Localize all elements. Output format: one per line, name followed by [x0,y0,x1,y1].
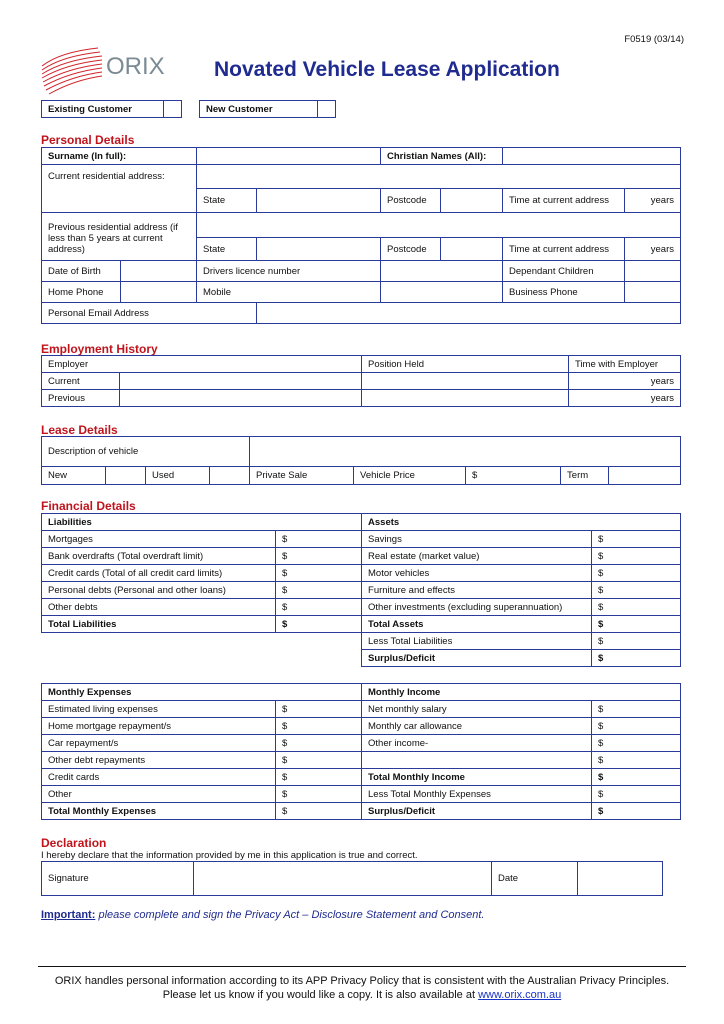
total-monthly-expenses-field[interactable]: $ [276,803,362,820]
other-income-field[interactable] [362,752,592,769]
declaration-heading: Declaration [41,836,107,850]
surname-field[interactable] [197,148,381,165]
total-liabilities-label: Total Liabilities [42,616,276,633]
total-monthly-income-label: Total Monthly Income [362,769,592,786]
less-monthly-expenses-label: Less Total Monthly Expenses [362,786,592,803]
previous-employer-field[interactable] [120,390,362,407]
surplus-deficit-label: Surplus/Deficit [362,650,592,667]
current-state-label: State [197,189,257,213]
income-label: Monthly car allowance [362,718,592,735]
income-amount-field[interactable]: $ [592,701,681,718]
asset-amount-field[interactable]: $ [592,599,681,616]
important-note [41,909,484,921]
previous-time-field[interactable]: years [569,390,681,407]
current-years-field[interactable]: years [625,189,681,213]
personal-details-heading: Personal Details [41,133,135,147]
current-state-field[interactable] [257,189,381,213]
form-code: F0519 (03/14) [624,34,684,45]
new-checkbox[interactable] [106,467,146,485]
total-monthly-expenses-label: Total Monthly Expenses [42,803,276,820]
expense-label: Credit cards [42,769,276,786]
previous-employer-label: Previous [42,390,120,407]
personal-details-table [41,147,681,324]
current-address-label: Current residential address: [42,165,197,213]
vehicle-price-field[interactable]: $ [466,467,561,485]
business-phone-field[interactable] [625,282,681,303]
term-label: Term [561,467,609,485]
home-phone-field[interactable] [121,282,197,303]
previous-postcode-field[interactable] [441,238,503,261]
current-time-field[interactable]: years [569,373,681,390]
liability-amount-field[interactable]: $ [276,531,362,548]
footer-line-2 [38,988,686,1002]
asset-amount-field[interactable]: $ [592,582,681,599]
financial-details-heading: Financial Details [41,499,136,513]
liability-amount-field[interactable]: $ [276,582,362,599]
liability-amount-field[interactable]: $ [276,548,362,565]
new-label: New [42,467,106,485]
expense-amount-field[interactable]: $ [276,752,362,769]
less-total-liabilities-field[interactable]: $ [592,633,681,650]
expense-label: Home mortgage repayment/s [42,718,276,735]
current-employer-label: Current [42,373,120,390]
surname-label: Surname (In full): [42,148,197,165]
position-header: Position Held [362,356,569,373]
total-liabilities-field[interactable]: $ [276,616,362,633]
signature-label: Signature [42,862,194,896]
asset-amount-field[interactable]: $ [592,565,681,582]
document-title: Novated Vehicle Lease Application [214,58,560,81]
liability-label: Other debts [42,599,276,616]
expense-label: Other [42,786,276,803]
employment-history-heading: Employment History [41,342,158,356]
monthly-surplus-deficit-label: Surplus/Deficit [362,803,592,820]
orix-logo [40,44,180,96]
current-address-field[interactable] [197,165,681,189]
less-total-liabilities-label: Less Total Liabilities [362,633,592,650]
previous-state-label: State [197,238,257,261]
previous-postcode-label: Postcode [381,238,441,261]
previous-years-field[interactable]: years [625,238,681,261]
asset-amount-field[interactable]: $ [592,548,681,565]
current-time-label: Time at current address [503,189,625,213]
vehicle-description-field[interactable] [250,437,681,467]
time-with-employer-header: Time with Employer [569,356,681,373]
expense-label: Estimated living expenses [42,701,276,718]
email-field[interactable] [257,303,681,324]
total-monthly-income-field[interactable]: $ [592,769,681,786]
asset-label: Motor vehicles [362,565,592,582]
assets-liabilities-table [41,513,681,667]
asset-label: Savings [362,531,592,548]
footer-line-2-text: Please let us know if you would like a copy. It is also available at [162,989,476,1001]
current-postcode-field[interactable] [441,189,503,213]
home-phone-label: Home Phone [42,282,121,303]
vehicle-price-label: Vehicle Price [354,467,466,485]
expense-label: Car repayment/s [42,735,276,752]
existing-customer-label: Existing Customer [42,101,164,118]
total-assets-label: Total Assets [362,616,592,633]
previous-time-label: Time at current address [503,238,625,261]
used-label: Used [146,467,210,485]
current-employer-field[interactable] [120,373,362,390]
privacy-footer [38,974,686,1002]
private-sale-label: Private Sale [250,467,354,485]
important-label: Important: [41,909,96,921]
asset-label: Real estate (market value) [362,548,592,565]
assets-header: Assets [362,514,681,531]
signature-table [41,861,663,896]
date-field[interactable] [578,862,663,896]
previous-state-field[interactable] [257,238,381,261]
expense-amount-field[interactable]: $ [276,786,362,803]
previous-address-label: Previous residential address (if less than 5 years at current address) [42,213,197,261]
monthly-budget-table [41,683,681,820]
customer-type-table [41,100,336,118]
monthly-income-header: Monthly Income [362,684,681,701]
income-amount-field[interactable]: $ [592,752,681,769]
logo-wave-icon [42,48,102,94]
term-field[interactable] [609,467,681,485]
asset-label: Other investments (excluding superannuation) [362,599,592,616]
employment-history-table [41,355,681,407]
declaration-text: I hereby declare that the information provided by me in this application is true and correct. [41,850,418,861]
licence-label: Drivers licence number [197,261,381,282]
income-label: Other income- [362,735,592,752]
christian-names-field[interactable] [503,148,681,165]
footer-divider [38,966,686,967]
mobile-field[interactable] [381,282,503,303]
used-checkbox[interactable] [210,467,250,485]
income-label: Net monthly salary [362,701,592,718]
liability-label: Credit cards (Total of all credit card limits) [42,565,276,582]
liability-label: Mortgages [42,531,276,548]
less-monthly-expenses-field[interactable]: $ [592,786,681,803]
income-amount-field[interactable]: $ [592,735,681,752]
expense-amount-field[interactable]: $ [276,735,362,752]
email-label: Personal Email Address [42,303,257,324]
previous-position-field[interactable] [362,390,569,407]
liability-amount-field[interactable]: $ [276,599,362,616]
business-phone-label: Business Phone [503,282,625,303]
christian-names-label: Christian Names (All): [381,148,503,165]
asset-label: Furniture and effects [362,582,592,599]
orix-website-link[interactable]: www.orix.com.au [478,989,562,1001]
monthly-surplus-deficit-field[interactable]: $ [592,803,681,820]
dependants-field[interactable] [625,261,681,282]
surplus-deficit-field[interactable]: $ [592,650,681,667]
existing-customer-checkbox[interactable] [164,101,182,118]
expense-amount-field[interactable]: $ [276,718,362,735]
asset-amount-field[interactable]: $ [592,531,681,548]
mobile-label: Mobile [197,282,381,303]
previous-address-field[interactable] [197,213,681,238]
liability-amount-field[interactable]: $ [276,565,362,582]
liabilities-header: Liabilities [42,514,362,531]
licence-field[interactable] [381,261,503,282]
lease-details-heading: Lease Details [41,423,118,437]
liability-label: Bank overdrafts (Total overdraft limit) [42,548,276,565]
dependants-label: Dependant Children [503,261,625,282]
expense-label: Other debt repayments [42,752,276,769]
liability-label: Personal debts (Personal and other loans) [42,582,276,599]
vehicle-description-label: Description of vehicle [42,437,250,467]
new-customer-label: New Customer [200,101,318,118]
date-label: Date [492,862,578,896]
signature-field[interactable] [194,862,492,896]
dob-field[interactable] [121,261,197,282]
brand-name: ORIX [106,53,165,80]
current-position-field[interactable] [362,373,569,390]
dob-label: Date of Birth [42,261,121,282]
new-customer-checkbox[interactable] [318,101,336,118]
expense-amount-field[interactable]: $ [276,701,362,718]
lease-details-table [41,436,681,485]
monthly-expenses-header: Monthly Expenses [42,684,362,701]
important-text: please complete and sign the Privacy Act – Disclosure Statement and Consent. [98,909,485,921]
income-amount-field[interactable]: $ [592,718,681,735]
current-postcode-label: Postcode [381,189,441,213]
total-assets-field[interactable]: $ [592,616,681,633]
expense-amount-field[interactable]: $ [276,769,362,786]
footer-line-1: ORIX handles personal information according to its APP Privacy Policy that is consistent with the Australian Privacy Principles. [54,975,670,987]
employer-header: Employer [42,356,362,373]
